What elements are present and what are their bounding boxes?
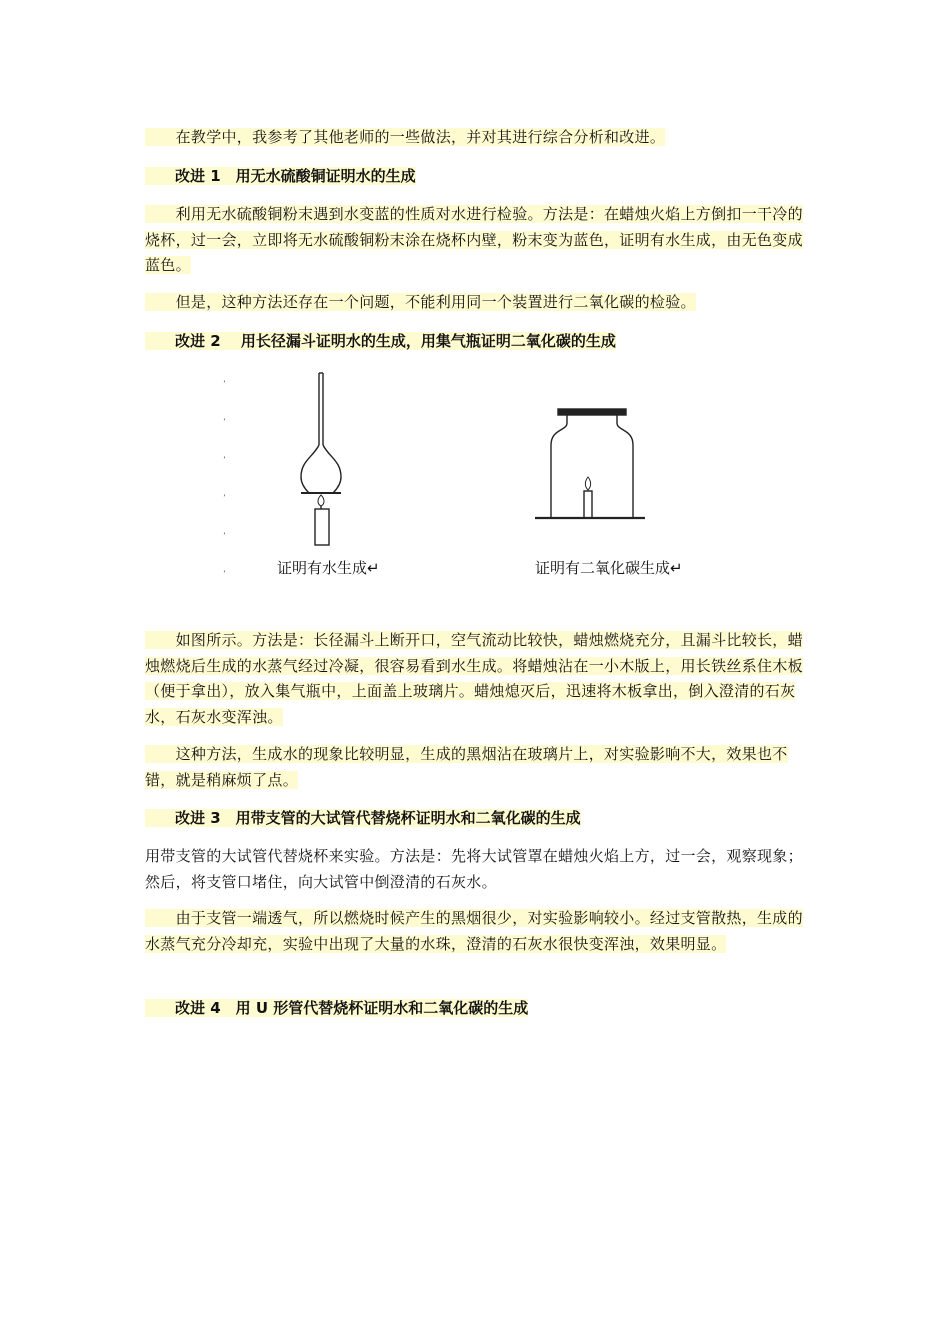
caption-right: 证明有二氧化碳生成↵ bbox=[535, 559, 683, 577]
improvement-3-body: 用带支管的大试管代替烧杯来实验。方法是：先将大试管罩在蜡烛火焰上方，过一会，观察现象；然后，将支管口堵住，向大试管中倒澄清的石灰水。 bbox=[145, 847, 803, 891]
intro-paragraph: 在教学中，我参考了其他老师的一些做法，并对其进行综合分析和改进。 bbox=[145, 128, 666, 146]
svg-text:ʼ: ʼ bbox=[223, 570, 226, 580]
improvement-3-heading: 改进 3 用带支管的大试管代替烧杯证明水和二氧化碳的生成 bbox=[145, 809, 581, 827]
improvement-1-heading: 改进 1 用无水硫酸铜证明水的生成 bbox=[145, 167, 416, 185]
svg-text:ʼ: ʼ bbox=[223, 380, 226, 390]
improvement-1-body: 利用无水硫酸铜粉末遇到水变蓝的性质对水进行检验。方法是：在蜡烛火焰上方倒扣一干冷的烧杯，过一会，立即将无水硫酸铜粉末涂在烧杯内壁，粉末变为蓝色，证明有水生成，由无色变成蓝色。 bbox=[145, 205, 803, 274]
apparatus-illustration bbox=[215, 365, 735, 590]
apparatus-figure bbox=[215, 365, 735, 590]
caption-left: 证明有水生成↵ bbox=[277, 559, 380, 577]
svg-text:ʼ: ʼ bbox=[223, 418, 226, 428]
gas-jar-candle-icon bbox=[535, 409, 645, 518]
svg-text:ʼ: ʼ bbox=[223, 456, 226, 466]
improvement-3-evaluation: 由于支管一端透气，所以燃烧时候产生的黑烟很少，对实验影响较小。经过支管散热，生成的水蒸气充分冷却充，实验中出现了大量的水珠，澄清的石灰水很快变浑浊，效果明显。 bbox=[145, 909, 803, 953]
svg-text:ʼ: ʼ bbox=[223, 494, 226, 504]
improvement-1-drawback: 但是，这种方法还存在一个问题，不能利用同一个装置进行二氧化碳的检验。 bbox=[145, 293, 696, 311]
paragraph-markers bbox=[223, 380, 226, 580]
improvement-2-evaluation: 这种方法，生成水的现象比较明显，生成的黑烟沾在玻璃片上，对实验影响不大，效果也不错，就是稍麻烦了点。 bbox=[145, 745, 788, 789]
improvement-2-heading: 改进 2 用长径漏斗证明水的生成，用集气瓶证明二氧化碳的生成 bbox=[145, 332, 616, 350]
improvement-4-heading: 改进 4 用 U 形管代替烧杯证明水和二氧化碳的生成 bbox=[145, 999, 529, 1017]
improvement-2-body: 如图所示。方法是：长径漏斗上断开口，空气流动比较快，蜡烛燃烧充分，且漏斗比较长，蜡烛燃烧后生成的水蒸气经过冷凝，很容易看到水生成。将蜡烛沾在一小木版上，用长铁丝系住木板（便于拿出），放入集气瓶中，上面盖上玻璃片。蜡烛熄灭后，迅速将木板拿出，倒入澄清的石灰水，石灰水变浑浊。 bbox=[145, 631, 803, 726]
svg-text:ʼ: ʼ bbox=[223, 532, 226, 542]
funnel-candle-icon bbox=[301, 373, 341, 545]
